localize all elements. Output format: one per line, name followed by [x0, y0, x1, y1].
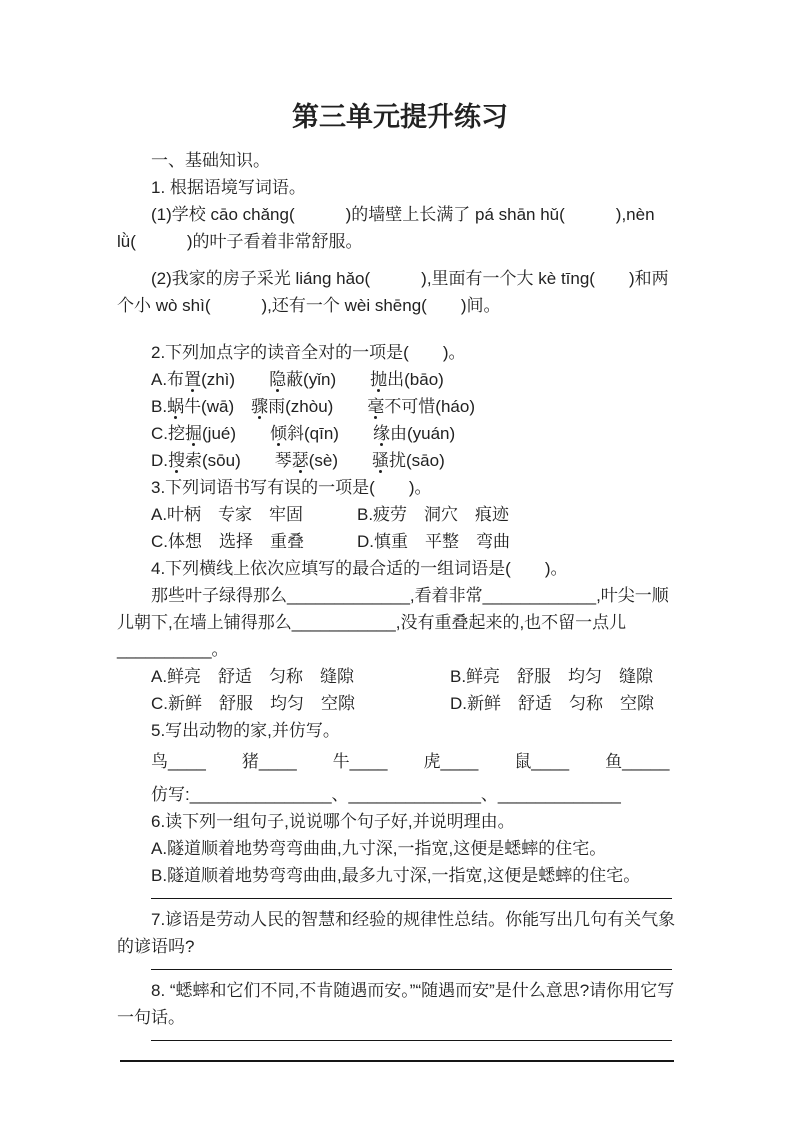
q8-text: 8. “蟋蟀和它们不同,不肯随遇而安。”“随遇而安”是什么意思?请你用它写一句话。: [117, 981, 675, 1027]
text-run: A.布: [151, 370, 185, 389]
q2-heading: 2.下列加点字的读音全对的一项是( )。: [151, 343, 466, 362]
text-run: D.: [151, 451, 168, 470]
text-run: (jué): [202, 424, 271, 443]
q6-option-b: B.隧道顺着地势弯弯曲曲,最多九寸深,一指宽,这便是蟋蟀的住宅。: [151, 866, 641, 885]
text-run: 由(yuán): [389, 424, 456, 443]
q7-answer-line: [151, 969, 672, 970]
q2-option-c: [117, 420, 683, 447]
text-run: 斜(qīn): [287, 424, 373, 443]
emphasized-char: 毫: [367, 397, 385, 416]
q5-animal-pig: 猪____: [241, 752, 297, 771]
text-run: C.挖: [151, 424, 185, 443]
text-run: 不可惜(háo): [384, 397, 475, 416]
text-run: 出(bāo): [387, 370, 444, 389]
q5-animal-ox: 牛____: [332, 752, 388, 771]
q1-item-1: (1)学校 cāo chǎng( )的墙壁上长满了 pá shān hǔ( ),nèn lǜ( )的叶子看着非常舒服。: [117, 205, 655, 251]
q3-option-c: C.体想 选择 重叠: [151, 532, 304, 551]
q4-option-b: B.鲜亮 舒服 均匀 缝隙: [450, 667, 654, 686]
q8-answer-line-2: [120, 1060, 674, 1062]
emphasized-char: 瑟: [291, 451, 309, 470]
emphasized-char: 蜗: [167, 397, 185, 416]
emphasized-char: 掘: [185, 424, 202, 443]
text-run: 雨(zhòu): [268, 397, 368, 416]
q5-animals-row: [117, 748, 683, 775]
q4-passage: 那些叶子绿得那么_____________,看着非常____________,叶尖一顺儿朝下,在墙上铺得那么___________,没有重叠起来的,也不留一点儿__________。: [117, 586, 669, 659]
page-title: 第三单元提升练习: [292, 102, 508, 132]
text-run: 牛(wā): [184, 397, 252, 416]
q4-option-row-1: [117, 663, 683, 690]
text-run: (zhì): [201, 370, 270, 389]
worksheet-content: [117, 100, 683, 1069]
q3-option-d: D.慎重 平整 弯曲: [357, 532, 510, 551]
emphasized-char: 骤: [251, 397, 269, 416]
text-run: B.: [151, 397, 168, 416]
q5-animal-fish: 鱼_____: [605, 752, 670, 771]
q2-option-d: [117, 447, 683, 474]
q8-answer-line-1: [151, 1040, 672, 1041]
q6-option-a: A.隧道顺着地势弯弯曲曲,九寸深,一指宽,这便是蟋蟀的住宅。: [151, 839, 607, 858]
q3-option-row-2: [117, 528, 683, 555]
q6-heading: 6.读下列一组句子,说说哪个句子好,并说明理由。: [151, 812, 515, 831]
q5-heading: 5.写出动物的家,并仿写。: [151, 721, 340, 740]
q3-heading: 3.下列词语书写有误的一项是( )。: [151, 478, 432, 497]
emphasized-char: 置: [184, 370, 202, 389]
q4-heading: 4.下列横线上依次应填写的最合适的一组词语是( )。: [151, 559, 568, 578]
text-run: 蔽(yǐn): [286, 370, 371, 389]
text-run: 扰(sāo): [389, 451, 445, 470]
text-run: 索(sōu) 琴: [185, 451, 292, 470]
q5-animal-tiger: 虎____: [423, 752, 479, 771]
q5-animal-mouse: 鼠____: [514, 752, 570, 771]
q3-option-row-1: [117, 501, 683, 528]
emphasized-char: 隐: [269, 370, 287, 389]
emphasized-char: 倾: [270, 424, 288, 443]
q4-option-row-2: [117, 690, 683, 717]
emphasized-char: 搜: [168, 451, 185, 470]
q5-animal-bird: 鸟____: [151, 752, 206, 771]
q7-text: 7.谚语是劳动人民的智慧和经验的规律性总结。你能写出几句有关气象的谚语吗?: [117, 910, 676, 956]
q2-option-b: [117, 393, 683, 420]
section-heading: 一、基础知识。: [151, 151, 270, 170]
q2-option-a: [117, 366, 683, 393]
q4-option-c: C.新鲜 舒服 均匀 空隙: [151, 694, 355, 713]
q4-option-a: A.鲜亮 舒适 匀称 缝隙: [151, 667, 355, 686]
emphasized-char: 缘: [372, 424, 390, 443]
text-run: (sè): [308, 451, 373, 470]
q1-item-2: (2)我家的房子采光 liáng hǎo( ),里面有一个大 kè tīng( )和两个小 wò shì( ),还有一个 wèi shēng( )间。: [117, 269, 669, 315]
q1-heading: 1. 根据语境写词语。: [151, 178, 306, 197]
q6-answer-line: [151, 898, 672, 899]
emphasized-char: 骚: [372, 451, 390, 470]
emphasized-char: 抛: [370, 370, 388, 389]
q4-option-d: D.新鲜 舒适 匀称 空隙: [450, 694, 654, 713]
q5-imitate-line: 仿写:_______________、______________、_____________: [151, 785, 621, 804]
q3-option-b: B.疲劳 洞穴 痕迹: [357, 505, 510, 524]
q3-option-a: A.叶柄 专家 牢固: [151, 505, 304, 524]
